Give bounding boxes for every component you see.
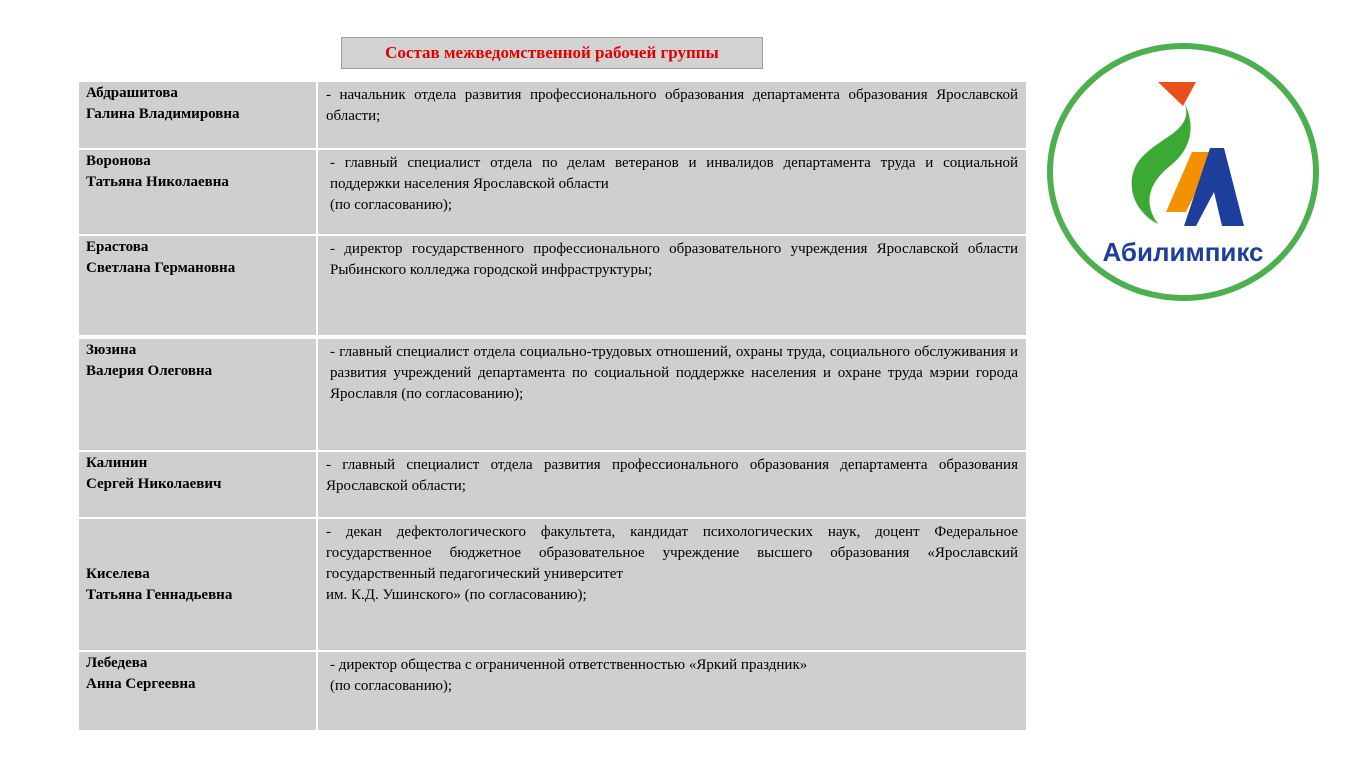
member-surname: Зюзина [86,342,137,358]
member-position-text: - главный специалист отдела социально-трудовых отношений, охраны труда, социального обслуживания и развития учреждений департамента по социальной поддержке населения и охране труда мэрии города Ярославля (по согласованию); [330,344,1018,402]
table-row [79,236,1026,339]
member-position-text: - директор общества с ограниченной ответственностью «Яркий праздник» [330,657,808,673]
member-name [79,339,318,450]
member-given-name: Сергей Николаевич [86,476,222,492]
member-position-text: - директор государственного профессионального образовательного учреждения Ярославской области Рыбинского колледжа городской инфраструктуры; [330,241,1018,278]
table-row [79,652,1026,730]
member-surname: Киселева [86,565,150,582]
member-name [79,82,318,148]
member-position [318,150,1026,234]
logo-text: Абилимпикс [1102,237,1264,267]
member-position-text: - декан дефектологического факультета, кандидат психологических наук, доцент Федеральное государственное бюджетное образовательное учреждение высшего образования «Ярославский государственный педагогический университет [326,524,1018,582]
member-position [318,519,1026,650]
table-row [79,82,1026,150]
member-position [318,339,1026,450]
abilympics-logo [1046,42,1320,302]
member-position [318,652,1026,730]
members-table [79,82,1026,730]
member-name [79,519,318,650]
member-position [318,82,1026,148]
member-position-note: им. К.Д. Ушинского» (по согласованию); [326,587,587,603]
member-position-text: - главный специалист отдела развития профессионального образования департамента образования Ярославской области; [326,457,1018,494]
member-name [79,452,318,517]
member-given-name: Галина Владимировна [86,106,240,122]
member-position-text: - начальник отдела развития профессионального образования департамента образования Ярославской области; [326,87,1018,124]
member-given-name: Татьяна Николаевна [86,174,229,190]
member-surname: Калинин [86,455,148,471]
member-surname: Абдрашитова [86,85,178,101]
table-row [79,150,1026,236]
member-name [79,150,318,234]
member-given-name: Татьяна Геннадьевна [86,586,233,603]
member-position-note: (по согласованию); [330,197,453,213]
member-position [318,452,1026,517]
member-given-name: Анна Сергеевна [86,676,196,692]
member-surname: Ерастова [86,239,149,255]
member-surname: Лебедева [86,655,148,671]
page-title: Состав межведомственной рабочей группы [341,37,763,69]
table-row [79,452,1026,519]
table-row [79,519,1026,652]
member-given-name: Светлана Германовна [86,260,236,276]
member-name [79,236,318,335]
member-name [79,652,318,730]
table-row [79,339,1026,452]
member-position-text: - главный специалист отдела по делам ветеранов и инвалидов департамента труда и социальной поддержки населения Ярославской области [330,155,1018,192]
member-position [318,236,1026,335]
member-position-note: (по согласованию); [330,678,453,694]
member-surname: Воронова [86,153,151,169]
member-given-name: Валерия Олеговна [86,363,213,379]
